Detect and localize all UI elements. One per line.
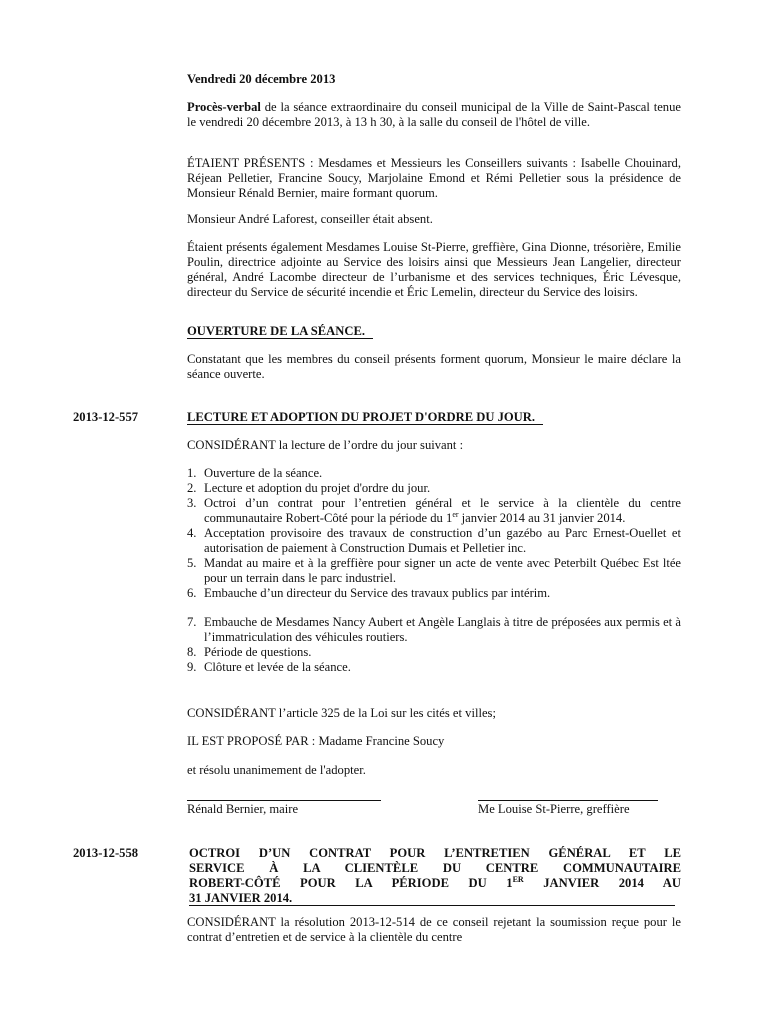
signature-mayor: Rénald Bernier, maire	[187, 802, 299, 816]
list-item: 5. Mandat au maire et à la greffière pour signer un acte de vente avec Peterbilt Québec Est ltée pour un terrain dans le parc industriel.	[187, 556, 681, 585]
resolution-title: OCTROI D’UN CONTRAT POUR L’ENTRETIEN GÉNÉRAL ET LE SERVICE À LA CLIENTÈLE DU CENTRE COMMUNAUTAIRE ROBERT-CÔTÉ POUR LA PÉRIODE DU 1ER JANVIER 2014 AU 31 JANVIER 2014.	[189, 846, 681, 905]
opening-text: Constatant que les membres du conseil présents forment quorum, Monsieur le maire déclare la séance ouverte.	[187, 352, 681, 381]
meeting-date: Vendredi 20 décembre 2013	[187, 72, 336, 86]
resolved-text: et résolu unanimement de l'adopter.	[187, 763, 366, 777]
list-item: 4. Acceptation provisoire des travaux de construction d’un gazébo au Parc Ernest-Ouellet et autorisation de paiement à Construction Dumais et Pelletier inc.	[187, 526, 681, 555]
resolution-title-last-line: 31 JANVIER 2014.	[189, 891, 675, 906]
list-item: 9. Clôture et levée de la séance.	[187, 660, 351, 674]
attendance-absent: Monsieur André Laforest, conseiller était absent.	[187, 212, 433, 226]
signature-clerk: Me Louise St-Pierre, greffière	[478, 802, 630, 816]
signature-line-clerk	[478, 800, 658, 801]
considerant-resolution: CONSIDÉRANT la résolution 2013-12-514 de ce conseil rejetant la soumission reçue pour le contrat d’entretien et de service à la clientèle du centre	[187, 915, 681, 944]
list-item: 1. Ouverture de la séance.	[187, 466, 323, 480]
resolution-title: LECTURE ET ADOPTION DU PROJET D'ORDRE DU JOUR.	[187, 410, 681, 425]
considerant-law: CONSIDÉRANT l’article 325 de la Loi sur les cités et villes;	[187, 706, 496, 720]
list-item: 2. Lecture et adoption du projet d'ordre du jour.	[187, 481, 431, 495]
proces-verbal-label: Procès-verbal	[187, 100, 261, 114]
resolution-number: 2013-12-557	[73, 410, 139, 424]
list-item: 3. Octroi d’un contrat pour l’entretien général et le service à la clientèle du centre communautaire Robert-Côté pour la période du 1er janvier 2014 au 31 janvier 2014.	[187, 496, 681, 525]
signature-line-mayor	[187, 800, 381, 801]
list-item: 7. Embauche de Mesdames Nancy Aubert et Angèle Langlais à titre de préposées aux permis et à l’immatriculation des véhicules routiers.	[187, 615, 681, 644]
opening-heading: OUVERTURE DE LA SÉANCE.	[187, 324, 681, 339]
attendance-also-present: Étaient présents également Mesdames Louise St-Pierre, greffière, Gina Dionne, trésorière, Emilie Poulin, directrice adjointe au Service des loisirs ainsi que Messieurs Jean Langelier, directeur général, André Lacombe directeur de l’urbanisme et des services techniques, Éric Lévesque, directeur du Service de sécurité incendie et Éric Lemelin, directeur du Service des loisirs.	[187, 240, 681, 299]
proces-verbal-text: de la séance extraordinaire du conseil municipal de la Ville de Saint-Pascal tenue le vendredi 20 décembre 2013, à 13 h 30, à la salle du conseil de l'hôtel de ville.	[187, 100, 681, 129]
proposed-by: IL EST PROPOSÉ PAR : Madame Francine Soucy	[187, 734, 445, 748]
list-item: 8. Période de questions.	[187, 645, 312, 659]
agenda-list	[187, 466, 681, 675]
resolution-number: 2013-12-558	[73, 846, 139, 860]
proces-verbal-paragraph	[187, 100, 681, 130]
attendance-present: ÉTAIENT PRÉSENTS : Mesdames et Messieurs les Conseillers suivants : Isabelle Chouinard, Réjean Pelletier, Francine Soucy, Marjolaine Emond et Rémi Pelletier sous la présidence de Monsieur Rénald Bernier, maire formant quorum.	[187, 156, 681, 200]
considerant-agenda: CONSIDÉRANT la lecture de l’ordre du jour suivant :	[187, 438, 464, 452]
list-item: 6. Embauche d’un directeur du Service des travaux publics par intérim.	[187, 586, 551, 600]
